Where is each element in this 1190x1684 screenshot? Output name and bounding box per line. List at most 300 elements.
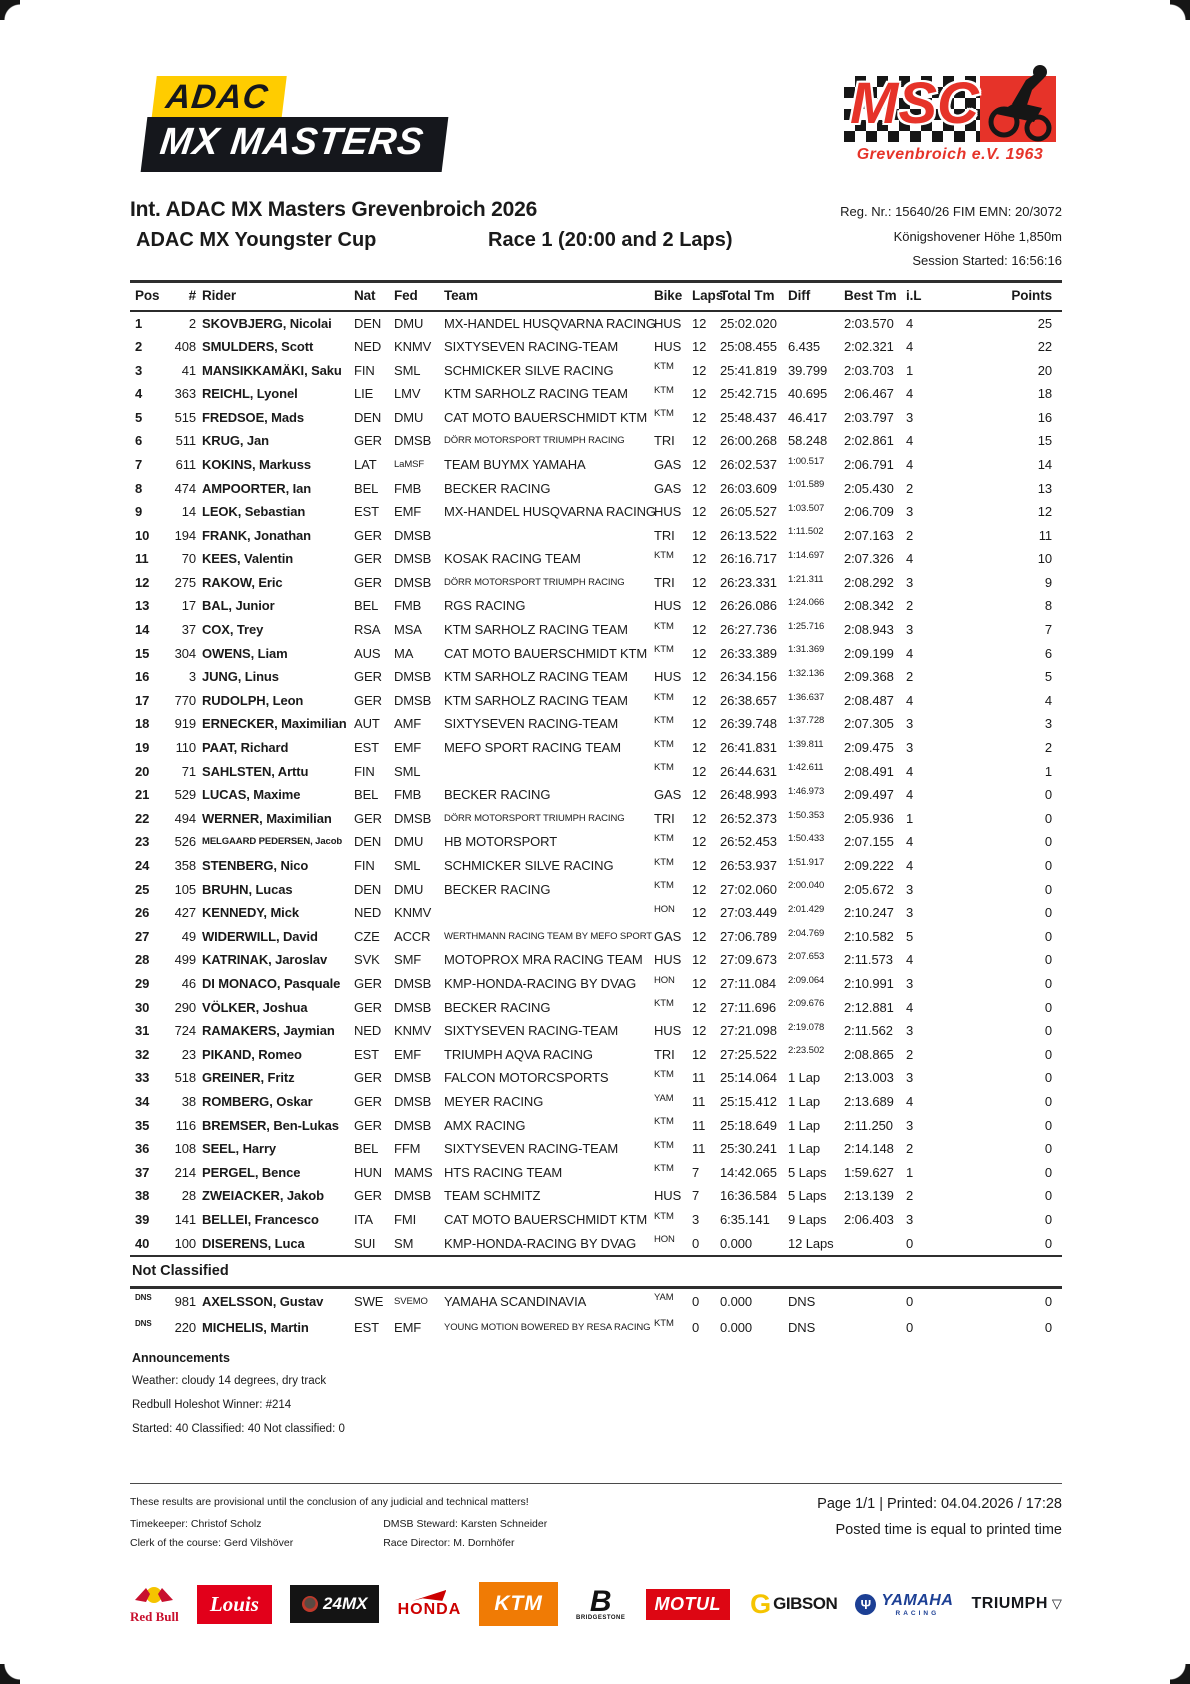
cell-points: 0 bbox=[1044, 1023, 1052, 1039]
cell-best-lap-number: 4 bbox=[906, 338, 914, 354]
cell-total-time: 16:36.584 bbox=[720, 1188, 777, 1204]
cell-diff: 1 Lap bbox=[788, 1141, 821, 1157]
cell-number: 526 bbox=[174, 834, 196, 850]
cell-nat: GER bbox=[354, 574, 382, 590]
cell-points: 0 bbox=[1044, 787, 1052, 803]
cell-diff: 9 Laps bbox=[788, 1211, 827, 1227]
cell-best-lap-number: 4 bbox=[906, 456, 914, 472]
cell-number: 474 bbox=[174, 480, 196, 496]
cell-best-lap-number: 2 bbox=[906, 1046, 914, 1062]
cell-rider: JUNG, Linus bbox=[202, 669, 279, 685]
result-row bbox=[130, 783, 1062, 807]
cell-pos: 17 bbox=[135, 692, 150, 708]
cell-best-lap-number: 3 bbox=[906, 740, 914, 756]
cell-best-lap-number: 1 bbox=[906, 810, 914, 826]
cell-pos: 11 bbox=[135, 551, 149, 567]
result-row bbox=[130, 523, 1062, 547]
cell-total-time: 26:16.717 bbox=[720, 551, 777, 567]
cell-best-time bbox=[844, 1315, 906, 1341]
cell-team: AMX RACING bbox=[444, 1117, 526, 1133]
cell-fed: DMSB bbox=[394, 1070, 432, 1086]
cell-total-time: 26:53.937 bbox=[720, 858, 777, 874]
cell-pos: 14 bbox=[135, 622, 150, 638]
cell-number: 494 bbox=[174, 810, 196, 826]
cell-points: 15 bbox=[1037, 433, 1052, 449]
cell-laps: 12 bbox=[692, 975, 707, 991]
result-row bbox=[130, 358, 1062, 382]
cell-diff: 2:23.502 bbox=[788, 1045, 825, 1057]
cell-team bbox=[444, 759, 654, 783]
cell-bike: KTM bbox=[654, 738, 674, 750]
cell-nat: FIN bbox=[354, 362, 375, 378]
cell-rider: SMULDERS, Scott bbox=[202, 338, 314, 354]
cell-best-time: 2:07.326 bbox=[844, 551, 894, 567]
cell-bike: GAS bbox=[654, 928, 682, 944]
cell-bike: KTM bbox=[654, 361, 674, 373]
cell-number: 141 bbox=[174, 1211, 196, 1227]
cell-bike: GAS bbox=[654, 787, 682, 803]
cell-best-lap-number: 0 bbox=[906, 1294, 914, 1310]
cell-fed: DMSB bbox=[394, 527, 432, 543]
cell-diff: 1:51.917 bbox=[788, 856, 825, 868]
cell-team: SIXTYSEVEN RACING-TEAM bbox=[444, 338, 619, 354]
cell-team: YOUNG MOTION BOWERED BY RESA RACING bbox=[444, 1322, 651, 1334]
cell-pos: 7 bbox=[135, 456, 143, 472]
cell-fed: KNMV bbox=[394, 905, 432, 921]
cell-total-time: 27:03.449 bbox=[720, 905, 777, 921]
cell-best-lap-number: 0 bbox=[906, 1320, 914, 1336]
cell-fed: DMSB bbox=[394, 669, 432, 685]
cell-bike: HUS bbox=[654, 338, 682, 354]
cell-fed: FMB bbox=[394, 598, 422, 614]
cell-team: SIXTYSEVEN RACING-TEAM bbox=[444, 1023, 619, 1039]
result-row bbox=[130, 1137, 1062, 1161]
cell-laps: 12 bbox=[692, 504, 707, 520]
cell-points: 9 bbox=[1044, 574, 1052, 590]
title-block bbox=[130, 198, 1062, 274]
cell-points: 25 bbox=[1037, 315, 1052, 331]
cell-rider: STENBERG, Nico bbox=[202, 858, 309, 874]
cell-rider: KATRINAK, Jaroslav bbox=[202, 952, 328, 968]
cell-fed: EMF bbox=[394, 1320, 422, 1336]
cell-bike: TRI bbox=[654, 1046, 675, 1062]
cell-best-lap-number: 4 bbox=[906, 645, 914, 661]
cell-number: 275 bbox=[174, 574, 196, 590]
cell-laps: 12 bbox=[692, 645, 707, 661]
cell-team: SIXTYSEVEN RACING-TEAM bbox=[444, 1141, 619, 1157]
cell-total-time: 25:08.455 bbox=[720, 338, 777, 354]
cell-rider: PAAT, Richard bbox=[202, 740, 289, 756]
cell-total-time: 27:02.060 bbox=[720, 881, 777, 897]
cell-laps: 12 bbox=[692, 787, 707, 803]
result-row bbox=[130, 948, 1062, 972]
cell-points: 0 bbox=[1044, 1070, 1052, 1086]
cell-team: CAT MOTO BAUERSCHMIDT KTM bbox=[444, 645, 648, 661]
table-header-row bbox=[130, 283, 1062, 311]
cell-best-lap-number: 2 bbox=[906, 598, 914, 614]
cell-team: KTM SARHOLZ RACING TEAM bbox=[444, 386, 628, 402]
cell-total-time: 27:21.098 bbox=[720, 1023, 777, 1039]
cell-team: KMP-HONDA-RACING BY DVAG bbox=[444, 975, 637, 991]
cell-nat: GER bbox=[354, 999, 382, 1015]
cell-number: 46 bbox=[181, 975, 196, 991]
result-row bbox=[130, 972, 1062, 996]
result-row bbox=[130, 807, 1062, 831]
sponsor-logos-row bbox=[130, 1578, 1062, 1630]
column-header-points: Points bbox=[928, 283, 1062, 311]
cell-rider: BAL, Junior bbox=[202, 598, 275, 614]
cell-points: 0 bbox=[1044, 834, 1052, 850]
cell-number: 220 bbox=[174, 1320, 196, 1336]
cell-pos: 21 bbox=[135, 787, 150, 803]
cell-diff: 5 Laps bbox=[788, 1164, 827, 1180]
cell-best-time: 2:02.861 bbox=[844, 433, 894, 449]
cell-best-time: 2:14.148 bbox=[844, 1141, 894, 1157]
cell-team: SCHMICKER SILVE RACING bbox=[444, 858, 614, 874]
cell-pos: 24 bbox=[135, 858, 150, 874]
cell-team: FALCON MOTORCSPORTS bbox=[444, 1070, 609, 1086]
cell-laps: 12 bbox=[692, 338, 707, 354]
provisional-notice: These results are provisional until the conclusion of any judicial and technical matters! bbox=[130, 1496, 529, 1509]
cell-points: 0 bbox=[1044, 1117, 1052, 1133]
cell-bike: KTM bbox=[654, 715, 674, 727]
cell-best-time: 2:05.430 bbox=[844, 480, 894, 496]
cell-rider: REICHL, Lyonel bbox=[202, 386, 298, 402]
cell-rider: SEEL, Harry bbox=[202, 1141, 277, 1157]
cell-fed: MSA bbox=[394, 622, 422, 638]
cell-diff: DNS bbox=[788, 1320, 816, 1336]
cell-rider: AMPOORTER, Ian bbox=[202, 480, 312, 496]
cell-number: 17 bbox=[181, 598, 196, 614]
cell-team: KTM SARHOLZ RACING TEAM bbox=[444, 692, 628, 708]
cell-best-lap-number: 4 bbox=[906, 787, 914, 803]
cell-fed: DMSB bbox=[394, 975, 432, 991]
cell-fed: SMF bbox=[394, 952, 422, 968]
cell-best-time: 2:06.403 bbox=[844, 1211, 894, 1227]
cell-number: 38 bbox=[181, 1093, 196, 1109]
cell-points: 0 bbox=[1044, 999, 1052, 1015]
cell-number: 427 bbox=[174, 905, 196, 921]
cell-bike: KTM bbox=[654, 408, 674, 420]
cell-number: 290 bbox=[174, 999, 196, 1015]
cell-best-time: 2:11.250 bbox=[844, 1117, 893, 1133]
cell-team: WERTHMANN RACING TEAM BY MEFO SPORT bbox=[444, 930, 652, 942]
cell-number: 529 bbox=[174, 787, 196, 803]
cell-nat: GER bbox=[354, 1070, 382, 1086]
cell-number: 49 bbox=[181, 928, 196, 944]
result-row bbox=[130, 854, 1062, 878]
results-table bbox=[130, 283, 1062, 1255]
cell-diff: DNS bbox=[788, 1294, 816, 1310]
cell-points: 0 bbox=[1044, 881, 1052, 897]
column-header-total-tm: Total Tm bbox=[720, 283, 788, 311]
cell-diff: 1:39.811 bbox=[788, 738, 824, 750]
cell-diff: 1 Lap bbox=[788, 1070, 821, 1086]
cell-points: 1 bbox=[1044, 763, 1052, 779]
cell-team: SIXTYSEVEN RACING-TEAM bbox=[444, 716, 619, 732]
cell-pos: 20 bbox=[135, 763, 150, 779]
triumph-triangle-icon: ▽ bbox=[1051, 1596, 1062, 1612]
clerk-info: Clerk of the course: Gerd Vilshöver bbox=[130, 1537, 294, 1550]
cell-best-time: 2:07.305 bbox=[844, 716, 894, 732]
redbull-bulls-icon bbox=[134, 1584, 174, 1608]
scan-corner bbox=[1170, 1664, 1190, 1684]
cell-best-time: 2:10.991 bbox=[844, 975, 894, 991]
cell-laps: 12 bbox=[692, 480, 707, 496]
cell-nat: GER bbox=[354, 1188, 382, 1204]
cell-nat: GER bbox=[354, 551, 382, 567]
cell-pos: 2 bbox=[135, 338, 143, 354]
cell-rider: KEES, Valentin bbox=[202, 551, 294, 567]
cell-number: 41 bbox=[181, 362, 196, 378]
cell-total-time: 14:42.065 bbox=[720, 1164, 777, 1180]
cell-points: 0 bbox=[1044, 1164, 1052, 1180]
cell-laps: 12 bbox=[692, 834, 707, 850]
cell-best-lap-number: 4 bbox=[906, 858, 914, 874]
cell-diff: 1 Lap bbox=[788, 1093, 821, 1109]
cell-best-lap-number: 3 bbox=[906, 881, 914, 897]
cell-laps: 12 bbox=[692, 527, 707, 543]
cell-points: 0 bbox=[1044, 928, 1052, 944]
cell-best-lap-number: 3 bbox=[906, 1070, 914, 1086]
cell-bike: KTM bbox=[654, 1116, 674, 1128]
cell-number: 28 bbox=[181, 1188, 196, 1204]
posted-time-note: Posted time is equal to printed time bbox=[835, 1522, 1062, 1539]
cell-diff: 1:31.369 bbox=[788, 644, 825, 656]
cell-rider: SAHLSTEN, Arttu bbox=[202, 763, 309, 779]
cell-points: 0 bbox=[1044, 1141, 1052, 1157]
timekeeper-info: Timekeeper: Christof Scholz bbox=[130, 1518, 262, 1531]
cell-points: 0 bbox=[1044, 952, 1052, 968]
result-row bbox=[130, 995, 1062, 1019]
cell-team: TRIUMPH AQVA RACING bbox=[444, 1046, 593, 1062]
cell-points: 10 bbox=[1037, 551, 1052, 567]
cell-rider: RAKOW, Eric bbox=[202, 574, 283, 590]
cell-pos: 25 bbox=[135, 881, 150, 897]
cell-team: HTS RACING TEAM bbox=[444, 1164, 563, 1180]
cell-nat: GER bbox=[354, 810, 382, 826]
cell-team: KTM SARHOLZ RACING TEAM bbox=[444, 622, 628, 638]
cell-best-time: 2:09.199 bbox=[844, 645, 894, 661]
cell-points: 18 bbox=[1037, 386, 1052, 402]
cell-team bbox=[444, 523, 654, 547]
cell-team bbox=[444, 901, 654, 925]
cell-rider: DISERENS, Luca bbox=[202, 1235, 305, 1251]
cell-best-lap-number: 2 bbox=[906, 669, 914, 685]
steward-info: DMSB Steward: Karsten Schneider bbox=[383, 1518, 548, 1531]
cell-best-lap-number: 4 bbox=[906, 386, 914, 402]
result-row bbox=[130, 405, 1062, 429]
cell-pos: 39 bbox=[135, 1211, 150, 1227]
cell-laps: 12 bbox=[692, 1023, 707, 1039]
cell-number: 14 bbox=[181, 504, 196, 520]
cell-fed: EMF bbox=[394, 740, 422, 756]
result-row bbox=[130, 830, 1062, 854]
cell-laps: 11 bbox=[692, 1141, 706, 1157]
cell-points: 4 bbox=[1044, 692, 1052, 708]
cell-fed: KNMV bbox=[394, 1023, 432, 1039]
cell-pos: 18 bbox=[135, 716, 150, 732]
cell-bike: HUS bbox=[654, 952, 682, 968]
cell-total-time: 26:38.657 bbox=[720, 692, 777, 708]
race-name: Race 1 (20:00 and 2 Laps) bbox=[488, 229, 733, 251]
cell-fed: DMU bbox=[394, 409, 424, 425]
cell-diff: 12 Laps bbox=[788, 1235, 834, 1251]
column-header-number: # bbox=[166, 283, 202, 311]
cell-points: 0 bbox=[1044, 1188, 1052, 1204]
cell-bike: KTM bbox=[654, 644, 674, 656]
class-name: ADAC MX Youngster Cup bbox=[136, 229, 377, 251]
cell-best-time: 2:08.865 bbox=[844, 1046, 894, 1062]
result-row bbox=[130, 311, 1062, 335]
adac-logo-text: ADAC bbox=[163, 78, 271, 116]
cell-total-time: 0.000 bbox=[720, 1294, 753, 1310]
cell-total-time: 26:44.631 bbox=[720, 763, 777, 779]
result-row bbox=[130, 1066, 1062, 1090]
cell-diff: 2:19.078 bbox=[788, 1021, 825, 1033]
cell-total-time: 25:48.437 bbox=[720, 409, 777, 425]
result-row bbox=[130, 335, 1062, 359]
cell-total-time: 27:11.084 bbox=[720, 975, 776, 991]
cell-pos: 32 bbox=[135, 1046, 150, 1062]
cell-bike: GAS bbox=[654, 456, 682, 472]
cell-best-lap-number: 2 bbox=[906, 1188, 914, 1204]
cell-bike: YAM bbox=[654, 1092, 674, 1104]
cell-points: 0 bbox=[1044, 975, 1052, 991]
cell-best-time: 2:02.321 bbox=[844, 338, 894, 354]
weather-info: Weather: cloudy 14 degrees, dry track bbox=[132, 1374, 327, 1387]
cell-fed: DMSB bbox=[394, 692, 432, 708]
cell-nat: GER bbox=[354, 692, 382, 708]
cell-number: 105 bbox=[174, 881, 196, 897]
cell-laps: 3 bbox=[692, 1211, 700, 1227]
cell-team: MX-HANDEL HUSQVARNA RACING bbox=[444, 504, 656, 520]
cell-number: 511 bbox=[175, 433, 196, 449]
cell-total-time: 25:15.412 bbox=[720, 1093, 777, 1109]
footer-divider bbox=[130, 1483, 1062, 1485]
cell-points: 12 bbox=[1037, 504, 1052, 520]
cell-number: 724 bbox=[174, 1023, 196, 1039]
column-header-il: i.L bbox=[906, 283, 928, 311]
cell-fed: DMSB bbox=[394, 1093, 432, 1109]
cell-best-time: 2:07.155 bbox=[844, 834, 894, 850]
cell-diff: 1:21.311 bbox=[788, 573, 824, 585]
cell-best-time: 2:09.475 bbox=[844, 740, 894, 756]
cell-bike: KTM bbox=[654, 1139, 674, 1151]
cell-nat: DEN bbox=[354, 315, 382, 331]
holeshot-winner-info: Redbull Holeshot Winner: #214 bbox=[132, 1398, 292, 1411]
cell-best-time: 2:03.797 bbox=[844, 409, 894, 425]
result-row bbox=[130, 877, 1062, 901]
cell-diff: 1 Lap bbox=[788, 1117, 821, 1133]
cell-rider: BELLEI, Francesco bbox=[202, 1211, 319, 1227]
cell-points: 0 bbox=[1044, 1046, 1052, 1062]
race-director-info: Race Director: M. Dornhöfer bbox=[383, 1537, 515, 1550]
motul-logo: MOTUL bbox=[644, 1587, 732, 1622]
cell-rider: PIKAND, Romeo bbox=[202, 1046, 302, 1062]
cell-nat: SUI bbox=[354, 1235, 376, 1251]
cell-bike: HON bbox=[654, 903, 675, 915]
result-row bbox=[130, 1160, 1062, 1184]
column-header-team: Team bbox=[444, 283, 654, 311]
page-print-info: Page 1/1 | Printed: 04.04.2026 / 17:28 bbox=[817, 1496, 1062, 1513]
cell-best-time: 2:06.791 bbox=[844, 456, 894, 472]
cell-best-lap-number: 2 bbox=[906, 480, 914, 496]
cell-points: 6 bbox=[1044, 645, 1052, 661]
result-row bbox=[130, 641, 1062, 665]
cell-rider: FRANK, Jonathan bbox=[202, 527, 312, 543]
cell-fed: LMV bbox=[394, 386, 421, 402]
msc-grevenbroich-logo bbox=[844, 71, 1056, 164]
cell-laps: 12 bbox=[692, 362, 707, 378]
cell-bike: KTM bbox=[654, 833, 674, 845]
cell-fed: DMSB bbox=[394, 1188, 432, 1204]
cell-pos: 4 bbox=[135, 386, 143, 402]
cell-nat: DEN bbox=[354, 834, 382, 850]
reg-number: Reg. Nr.: 15640/26 FIM EMN: 20/3072 bbox=[840, 204, 1062, 219]
cell-pos: 23 bbox=[135, 834, 150, 850]
cell-diff: 1:50.353 bbox=[788, 809, 825, 821]
cell-number: 71 bbox=[181, 763, 196, 779]
cell-points: 22 bbox=[1037, 338, 1052, 354]
cell-fed: DMSB bbox=[394, 433, 432, 449]
cell-number: 100 bbox=[174, 1235, 196, 1251]
cell-rider: ERNECKER, Maximilian bbox=[202, 716, 347, 732]
cell-fed: FMB bbox=[394, 787, 422, 803]
cell-bike: GAS bbox=[654, 480, 682, 496]
cell-pos: 13 bbox=[135, 598, 150, 614]
cell-fed: DMU bbox=[394, 881, 424, 897]
cell-pos: 16 bbox=[135, 669, 150, 685]
column-header-fed: Fed bbox=[394, 283, 444, 311]
cell-total-time: 27:06.789 bbox=[720, 928, 777, 944]
cell-best-lap-number: 4 bbox=[906, 1093, 914, 1109]
cell-pos: 9 bbox=[135, 504, 143, 520]
cell-points: 0 bbox=[1044, 905, 1052, 921]
cell-best-time: 2:03.570 bbox=[844, 315, 894, 331]
cell-total-time: 26:41.831 bbox=[720, 740, 777, 756]
cell-team: CAT MOTO BAUERSCHMIDT KTM bbox=[444, 1211, 648, 1227]
cell-best-lap-number: 5 bbox=[906, 928, 914, 944]
cell-points: 13 bbox=[1037, 480, 1052, 496]
cell-diff: 1:36.637 bbox=[788, 691, 825, 703]
cell-nat: BEL bbox=[354, 598, 379, 614]
cell-pos: 22 bbox=[135, 810, 150, 826]
cell-pos: 29 bbox=[135, 975, 150, 991]
cell-fed: LaMSF bbox=[394, 458, 425, 470]
cell-team: DÖRR MOTORSPORT TRIUMPH RACING bbox=[444, 812, 625, 824]
cell-best-lap-number: 4 bbox=[906, 692, 914, 708]
cell-best-time: 2:09.222 bbox=[844, 858, 894, 874]
column-header-laps: Laps bbox=[692, 283, 720, 311]
cell-diff bbox=[788, 311, 844, 335]
cell-points: 7 bbox=[1044, 622, 1052, 638]
result-row bbox=[130, 759, 1062, 783]
cell-best-lap-number: 4 bbox=[906, 952, 914, 968]
result-row bbox=[130, 1184, 1062, 1208]
cell-bike: KTM bbox=[654, 620, 674, 632]
cell-number: 518 bbox=[174, 1070, 196, 1086]
cell-team: DÖRR MOTORSPORT TRIUMPH RACING bbox=[444, 576, 625, 588]
cell-best-time: 2:08.487 bbox=[844, 692, 894, 708]
cell-rider: OWENS, Liam bbox=[202, 645, 288, 661]
cell-rider: MICHELIS, Martin bbox=[202, 1320, 309, 1336]
cell-number: 214 bbox=[174, 1164, 196, 1180]
cell-bike: TRI bbox=[654, 433, 675, 449]
cell-nat: NED bbox=[354, 1023, 382, 1039]
cell-best-time bbox=[844, 1231, 906, 1255]
cell-pos: DNS bbox=[135, 1318, 152, 1328]
